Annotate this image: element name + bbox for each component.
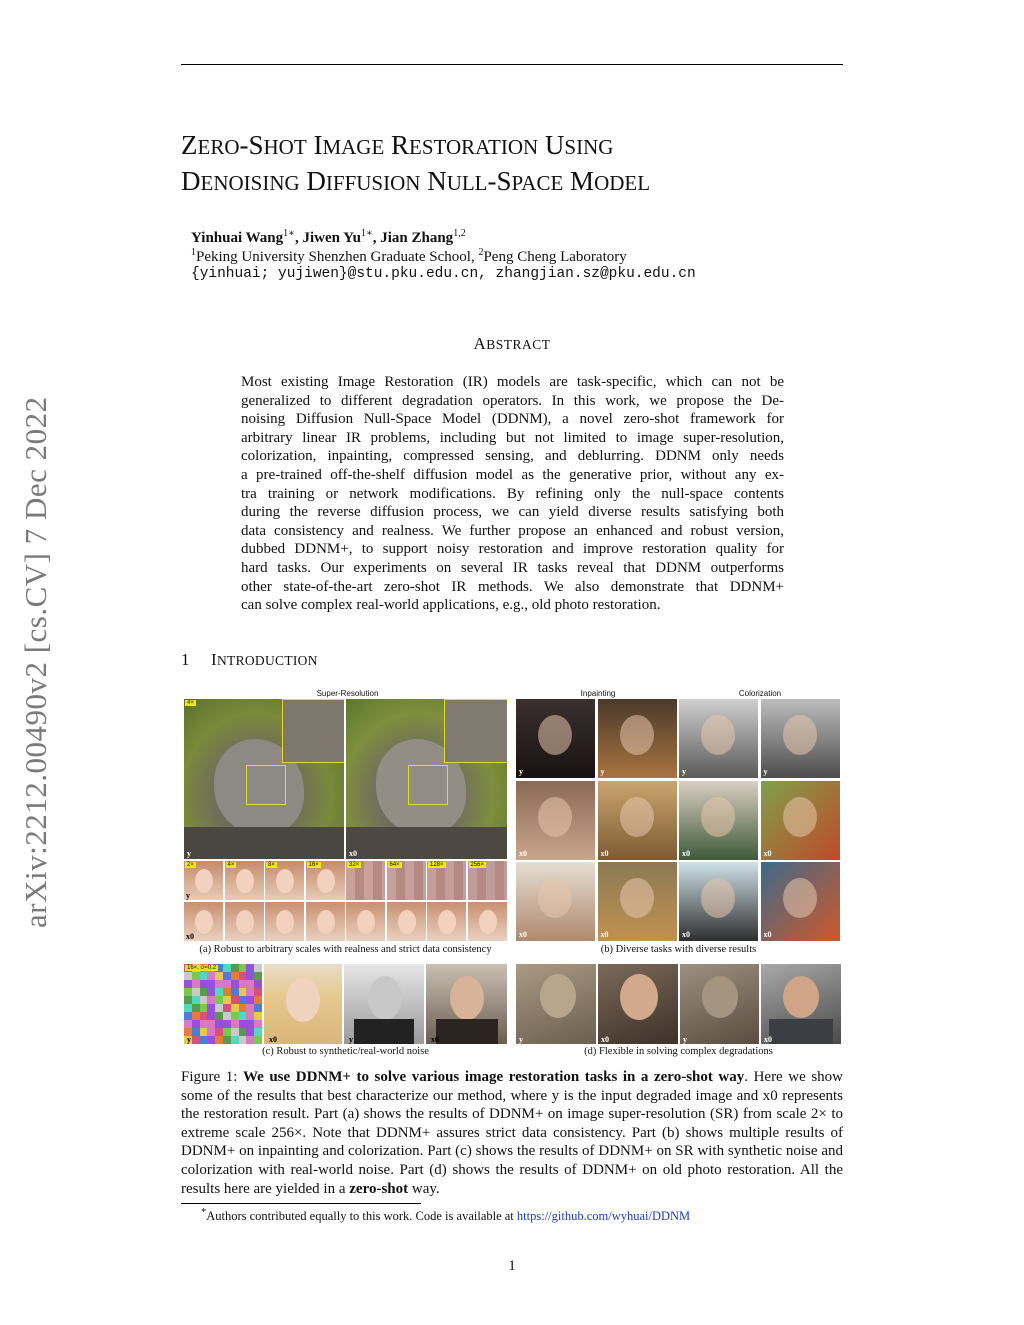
paper-title [181,128,841,200]
sr-face-64× [387,902,426,941]
sr-face-128× [427,902,466,941]
woman-restored-1: x0 [516,781,595,860]
sr-face-16× [306,902,345,941]
tesla-grayscale-input [344,964,424,1044]
hijab-woman-masked: y [516,699,595,778]
abstract-line: arbitrary linear IR problems, including but not limited to image super-resolution, [241,429,784,446]
author-emails: {yinhuai; yujiwen}@stu.pku.edu.cn, zhangjian.sz@pku.edu.cn [191,266,696,282]
sr-face-8× [265,902,304,941]
blonde-woman-restored [264,964,342,1044]
sr-face-4× [225,902,264,941]
code-link[interactable]: https://github.com/wyhuai/DDNM [516,1209,691,1224]
old-photo-women-restored [598,964,678,1044]
hepburn-colorized-1: x0 [679,781,758,860]
abstract-line: colorization, inpainting, compressed sensing, and deblurring. DDNM only needs [241,448,784,465]
abstract-line: a pre-trained off-the-shelf diffusion model as the generative prior, without any ex- [241,466,784,483]
scale-tag: 4× [227,862,235,868]
squirrel-restored-image: x0 [346,699,507,859]
sr-face-256× [468,902,507,941]
scale-tag: 64× [389,862,400,868]
old-photo-women-input [516,964,596,1044]
label-inpainting: Inpainting [580,689,616,698]
abstract-body [241,373,784,615]
title-line-1: ZERO-SHOT IMAGE RESTORATION USING [181,130,614,160]
lion-restored-2: x0 [598,862,677,941]
author-1: Yinhuai Wang [191,230,284,246]
scale-tag: 2× [187,862,194,868]
tesla-colorized-output [426,964,507,1044]
scale-tag: 256× [470,862,485,868]
sr-face-16× [306,861,345,900]
sr-face-32× [346,902,385,941]
subcaption-d: (d) Flexible in solving complex degradations [584,1046,773,1057]
scale-tag: 128× [430,862,444,868]
sr-face-8× [265,861,304,900]
hepburn-grayscale: y [679,699,758,778]
sr-face-4× [225,861,264,900]
abstract-line: noising Diffusion Null-Space Model (DDNM), a novel zero-shot framework for [241,411,784,428]
subcaption-c: (c) Robust to synthetic/real-world noise [262,1046,429,1057]
abstract-line: dubbed DDNM+, to support noisy restoration and improve restoration quality for [241,541,784,558]
old-photo-soldier-input [680,964,759,1044]
abstract-line: tra training or network modifications. By refining only the null-space contents [241,485,784,502]
abstract-line: during the reverse diffusion process, we can yield diverse results satisfying both [241,504,784,521]
abstract-line: can solve complex real-world applications, e.g., old photo restoration. [241,597,661,614]
old-photo-soldier-restored [761,964,841,1044]
parrot-colorized-1: x0 [761,781,840,860]
lion-masked: y [598,699,677,778]
parrot-grayscale: y [761,699,840,778]
top-rule [181,64,843,65]
abstract-line: other state-of-the-art zero-shot IR methods. We also demonstrate that DDNM+ [241,578,784,595]
author-list: Yinhuai Wang$^{1∗}$, Jiwen $Yu^{1∗}$, Jian Zhang$^{1,2}$ [191,228,466,246]
label-super-resolution: Super-Resolution [316,689,379,698]
footnote-rule [181,1203,421,1204]
abstract-heading: ABSTRACT [473,334,551,353]
subcaption-a: (a) Robust to arbitrary scales with realness and strict data consistency [199,944,492,955]
author-3: Jian Zhang [380,230,454,246]
abstract-line: Most existing Image Restoration (IR) models are task-specific, which can not be [241,374,784,390]
author-2: Jiwen Yu [302,230,361,246]
figure-caption: Figure 1: We use DDNM+ to solve various image restoration tasks in a zero-shot way. Here we show some of the results that best characterize our method, where y is the input degraded image and x0 represents the restoration result. Part (a) shows the results of DDNM+ on image super-resolution (SR) from scale 2× to extreme scale 256×. Note that DDNM+ assures strict data consistency. Part (b) shows multiple results of DDNM+ on inpainting and colorization. Part (c) shows the results of DDNM+ on SR with synthetic noise and colorization with real-world noise. Part (d) shows the results of DDNM+ on old photo restoration. All the results here are yielded in a zero-shot way. [181,1069,843,1197]
subcaption-b: (b) Diverse tasks with diverse results [600,944,757,955]
sr-face-32× [346,861,385,900]
parrot-colorized-2: x0 [761,862,840,941]
lion-restored-1: x0 [598,781,677,860]
woman-restored-2: x0 [516,862,595,941]
label-colorization: Colorization [738,689,782,698]
footnote: *Authors contributed equally to this work. Code is available at https://github.com/wyhuai/DDNM [201,1207,691,1224]
arxiv-sidebar-id: arXiv:2212.00490v2 [cs.CV] 7 Dec 2022 [18,396,53,928]
sr-face-256× [468,861,507,900]
scale-tag: 16× [308,862,319,868]
affiliations: $^1$Peking University Shenzhen Graduate School, $^2$Peng Cheng Laboratory [191,247,627,265]
abstract-line: generalized to different degradation operators. In this work, we propose the De- [241,392,784,409]
page-number: 1 [508,1258,516,1274]
sr-face-128× [427,861,466,900]
title-line-2: DENOISING DIFFUSION NULL-SPACE MODEL [181,166,651,196]
noisy-mosaic-input [184,964,262,1044]
abstract-line: hard tasks. Our experiments on several IR tasks reveal that DDNM outperforms [241,559,784,576]
squirrel-input-image: 4× y [184,699,344,859]
abstract-line: data consistency and realness. We further propose an enhanced and robust version, [241,522,784,539]
scale-tag: 32× [349,862,360,868]
hepburn-colorized-2: x0 [679,862,758,941]
scale-tag: 8× [268,862,275,868]
section-heading-introduction: 1 INTRODUCTION [181,650,318,669]
sr-face-64× [387,861,426,900]
